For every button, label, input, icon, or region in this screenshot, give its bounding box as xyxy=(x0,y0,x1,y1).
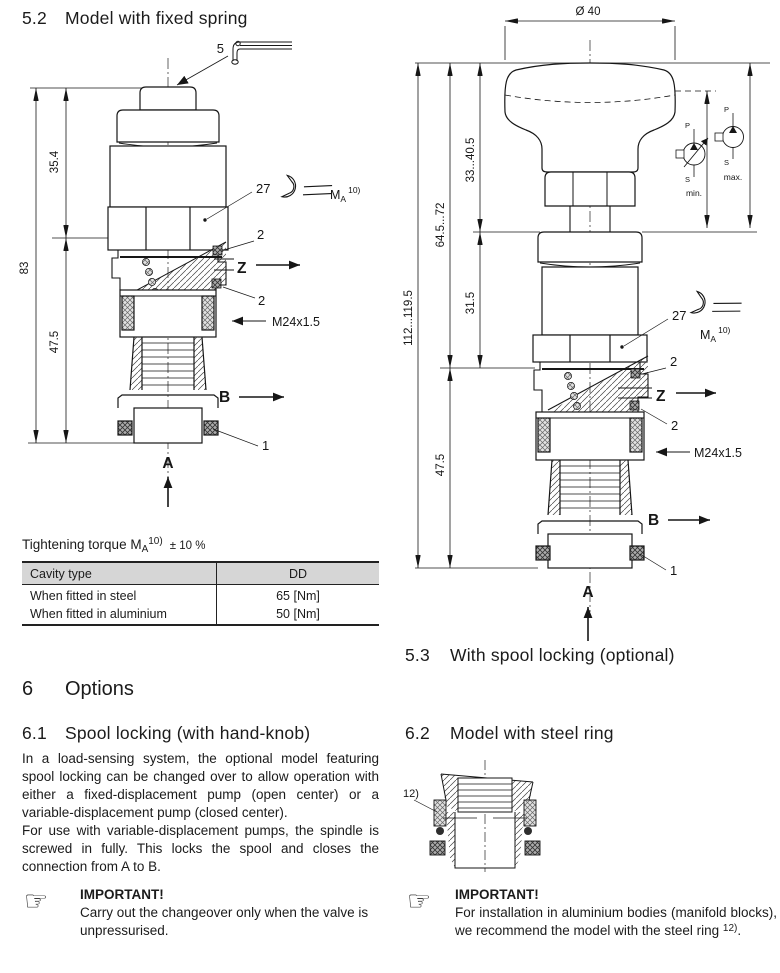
dim-knob-diameter: Ø 40 xyxy=(575,6,601,18)
allen-key-size-label: 5 xyxy=(216,41,224,56)
pump-port-s-label: S xyxy=(723,158,729,167)
gland-and-thread xyxy=(536,412,644,568)
open-end-wrench-icon xyxy=(691,290,743,325)
footnote-ref: 12) xyxy=(722,922,738,934)
pump-port-p-label: P xyxy=(723,105,729,114)
tightening-torque-caption xyxy=(22,536,205,555)
table-cell: When fitted in steel xyxy=(30,589,137,603)
leader-dot xyxy=(620,345,623,348)
table-header-row xyxy=(22,563,379,585)
table-cell: 65 [Nm] xyxy=(216,585,379,606)
open-end-wrench-icon xyxy=(282,174,333,208)
section-6-1-heading xyxy=(22,723,310,744)
leader-line xyxy=(177,56,228,85)
section-title: Model with fixed spring xyxy=(65,8,248,28)
seal-1-label: 1 xyxy=(262,438,270,453)
torque-text: Tightening torque M xyxy=(22,537,142,552)
seal-1-label: 1 xyxy=(670,563,678,578)
allen-key-icon xyxy=(232,41,292,64)
wrench-size-label: 27 xyxy=(672,308,687,323)
port-a-label: A xyxy=(582,584,594,601)
port-b-label: B xyxy=(219,389,231,406)
section-6-heading xyxy=(22,678,134,701)
leader-dot xyxy=(203,218,206,221)
leader-line xyxy=(213,429,258,446)
port-b-label: B xyxy=(648,512,660,529)
note-body-text: For installation in aluminium bodies (manifold blocks), we recommend the model with the steel ring xyxy=(455,904,777,938)
pump-min-label: min. xyxy=(685,188,703,198)
pump-symbol-variable xyxy=(676,121,708,198)
leader-line xyxy=(640,554,666,570)
table-row xyxy=(22,606,379,624)
table-cell: When fitted in aluminium xyxy=(30,607,167,621)
o-ring-lower xyxy=(630,401,639,410)
o-ring-lower xyxy=(212,279,221,288)
section-title: Options xyxy=(65,678,134,700)
section-6-1-body xyxy=(22,750,379,876)
section-title: Spool locking (with hand-knob) xyxy=(65,723,311,743)
table-header-cavity-type: Cavity type xyxy=(30,567,92,581)
tightening-torque-symbol: $M_A^{10)}$ xyxy=(330,185,361,204)
section-number: 5.3 xyxy=(405,645,430,665)
fixed-spring-valve-drawing xyxy=(0,28,390,533)
section-5-2-heading xyxy=(22,8,248,29)
pump-max-label: max. xyxy=(723,172,743,182)
pointing-hand-icon: ☞ xyxy=(407,886,432,916)
leader-line xyxy=(641,409,667,424)
pump-symbol-fixed xyxy=(715,105,744,182)
torque-footnote-ref: 10) xyxy=(148,536,163,547)
leader-line xyxy=(223,287,255,298)
seal-2-label: 2 xyxy=(258,293,266,308)
note-body: Carry out the changeover only when the valve is unpressurised. xyxy=(80,904,369,938)
o-ring-upper xyxy=(213,246,222,255)
section-cut-area xyxy=(534,356,648,412)
port-a-label: A xyxy=(162,455,174,472)
section-number: 6.2 xyxy=(405,723,430,743)
table-header-dd: DD xyxy=(216,563,379,584)
section-number: 6.1 xyxy=(22,723,47,743)
thread-size-label: M24x1.5 xyxy=(272,315,320,329)
note-body xyxy=(455,904,777,940)
torque-table xyxy=(22,561,379,626)
tightening-torque-symbol: $M_A^{10)}$ xyxy=(700,325,731,344)
port-z-label: Z xyxy=(656,388,666,405)
section-number: 6 xyxy=(22,678,34,700)
dim-upper-range: 64.5...72 xyxy=(435,202,447,248)
section-title: Model with steel ring xyxy=(450,723,614,743)
dim-lower-height: 47.5 xyxy=(49,330,61,354)
hand-knob xyxy=(505,63,716,232)
section-6-2-heading xyxy=(405,723,614,744)
seal-2-label: 2 xyxy=(257,227,265,242)
thread-size-label: M24x1.5 xyxy=(694,446,742,460)
o-ring-upper xyxy=(631,369,640,378)
important-note-changeover xyxy=(24,886,381,940)
torque-tolerance: ± 10 % xyxy=(169,540,206,552)
pump-port-p-label: P xyxy=(684,121,690,130)
section-title: With spool locking (optional) xyxy=(450,645,675,665)
paragraph: For use with variable-displacement pumps, the spindle is screwed in fully. This locks the spool and closes the connection from A to B. xyxy=(22,822,379,874)
important-note-steel-ring xyxy=(407,886,777,940)
note-title: IMPORTANT! xyxy=(455,887,539,902)
dim-total-height: 83 xyxy=(19,261,31,275)
steel-ring-ref-label: 12) xyxy=(403,788,419,800)
wrench-size-label: 27 xyxy=(256,181,271,196)
dim-knob-stroke: 33...40.5 xyxy=(465,137,477,183)
seal-2-label: 2 xyxy=(670,354,678,369)
pointing-hand-icon: ☞ xyxy=(24,886,49,916)
note-body-text: . xyxy=(737,922,742,938)
section-number: 5.2 xyxy=(22,8,47,28)
dim-total-range: 112...119.5 xyxy=(403,290,415,346)
spool-locking-valve-drawing xyxy=(395,0,780,645)
section-5-3-heading xyxy=(405,645,675,666)
table-row xyxy=(22,585,379,606)
dim-lower-height: 47.5 xyxy=(435,453,447,477)
dim-upper-height: 35.4 xyxy=(49,150,61,174)
leader-line xyxy=(414,800,437,812)
table-cell: 50 [Nm] xyxy=(216,606,379,624)
torque-subscript: A xyxy=(141,544,149,555)
seal-2-label: 2 xyxy=(671,418,679,433)
paragraph: In a load-sensing system, the optional model featuring spool locking can be changed over to allow operation with either a fixed-displacement pump (open center) or a variable-displacement pump (closed center). xyxy=(22,751,379,820)
steel-ring-valve-drawing xyxy=(398,754,553,874)
port-z-label: Z xyxy=(237,260,247,277)
pump-port-s-label: S xyxy=(684,175,690,184)
valve-body-outline xyxy=(108,87,228,250)
note-title: IMPORTANT! xyxy=(80,887,164,902)
dim-mid-height: 31.5 xyxy=(465,291,477,315)
